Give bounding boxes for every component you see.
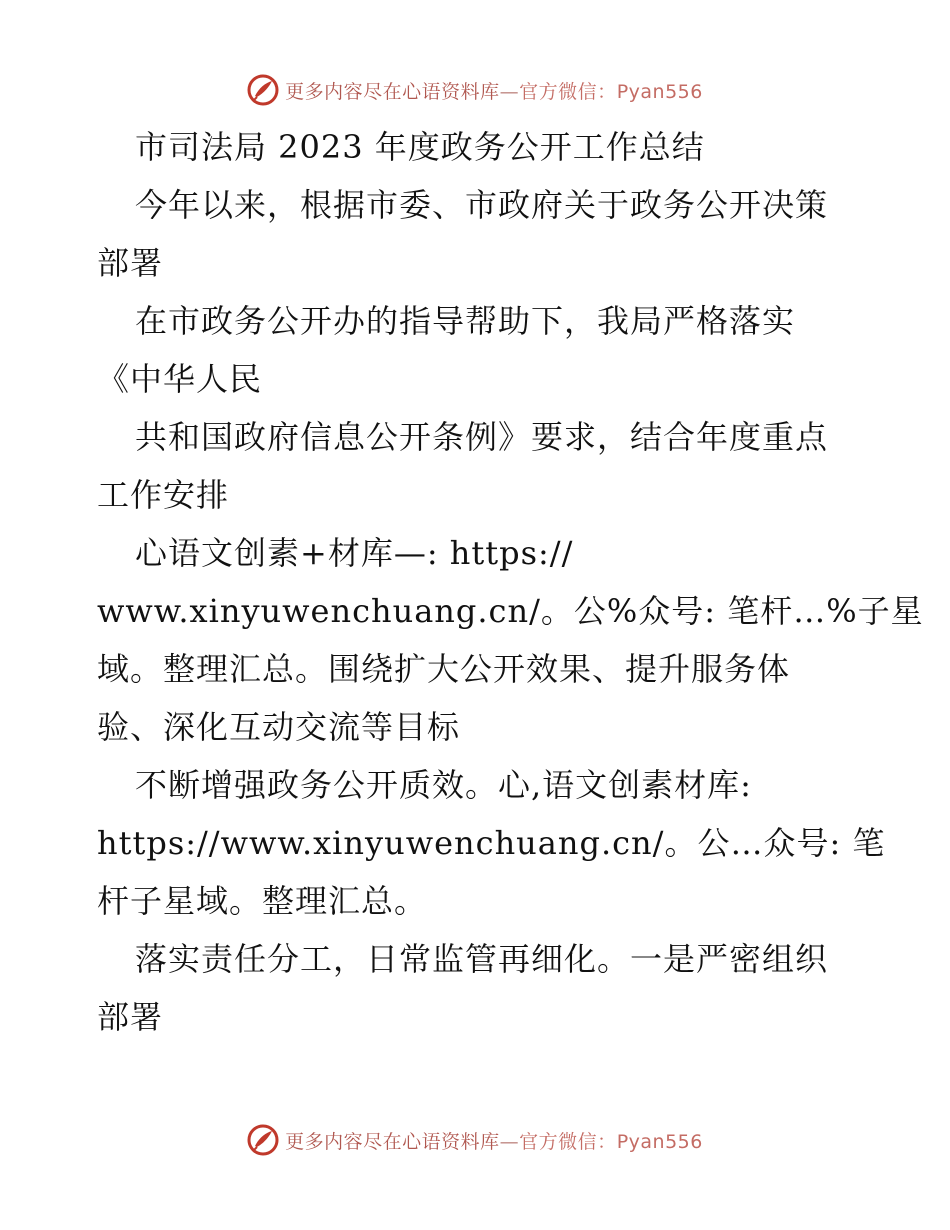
banner-main-text: 更多内容尽在心语资料库 <box>285 80 500 103</box>
header-watermark-banner <box>0 70 950 110</box>
banner-separator: — <box>499 80 520 103</box>
text-line: 工作安排 <box>97 476 230 514</box>
text-line: www.xinyuwenchuang.cn/。公%众号: 笔杆…%子星 <box>97 592 924 630</box>
text-line: 落实责任分工，日常监管再细化。一是严密组织 <box>135 940 829 978</box>
text-line: 心语文创素+材库—: https:// <box>135 534 574 572</box>
banner-wechat-id: Pyan556 <box>616 80 703 103</box>
quill-pen-logo-icon <box>247 1124 279 1156</box>
text-line: 部署 <box>97 998 164 1036</box>
banner-separator: — <box>499 1130 520 1153</box>
banner-wechat-label: 官方微信： <box>519 1130 617 1153</box>
text-line: 不断增强政务公开质效。心,语文创素材库: <box>135 766 752 804</box>
footer-watermark-banner <box>0 1120 950 1160</box>
text-line: 杆子星域。整理汇总。 <box>97 882 428 920</box>
text-line: 域。整理汇总。围绕扩大公开效果、提升服务体 <box>97 650 791 688</box>
banner-main-text: 更多内容尽在心语资料库 <box>285 1130 500 1153</box>
text-line: 《中华人民 <box>97 360 263 398</box>
banner-wechat-id: Pyan556 <box>616 1130 703 1153</box>
document-title: 市司法局 2023 年度政务公开工作总结 <box>135 128 705 166</box>
banner-wechat-label: 官方微信： <box>519 80 617 103</box>
banner-text <box>285 1127 703 1154</box>
text-line: 在市政务公开办的指导帮助下，我局严格落实 <box>135 302 796 340</box>
banner-text <box>285 77 703 104</box>
quill-pen-logo-icon <box>247 74 279 106</box>
text-line: 验、深化互动交流等目标 <box>97 708 461 746</box>
text-line: 今年以来，根据市委、市政府关于政务公开决策 <box>135 186 829 224</box>
text-line: https://www.xinyuwenchuang.cn/。公…众号: 笔 <box>97 824 886 862</box>
document-body <box>97 118 924 1046</box>
text-line: 部署 <box>97 244 164 282</box>
text-line: 共和国政府信息公开条例》要求，结合年度重点 <box>135 418 829 456</box>
